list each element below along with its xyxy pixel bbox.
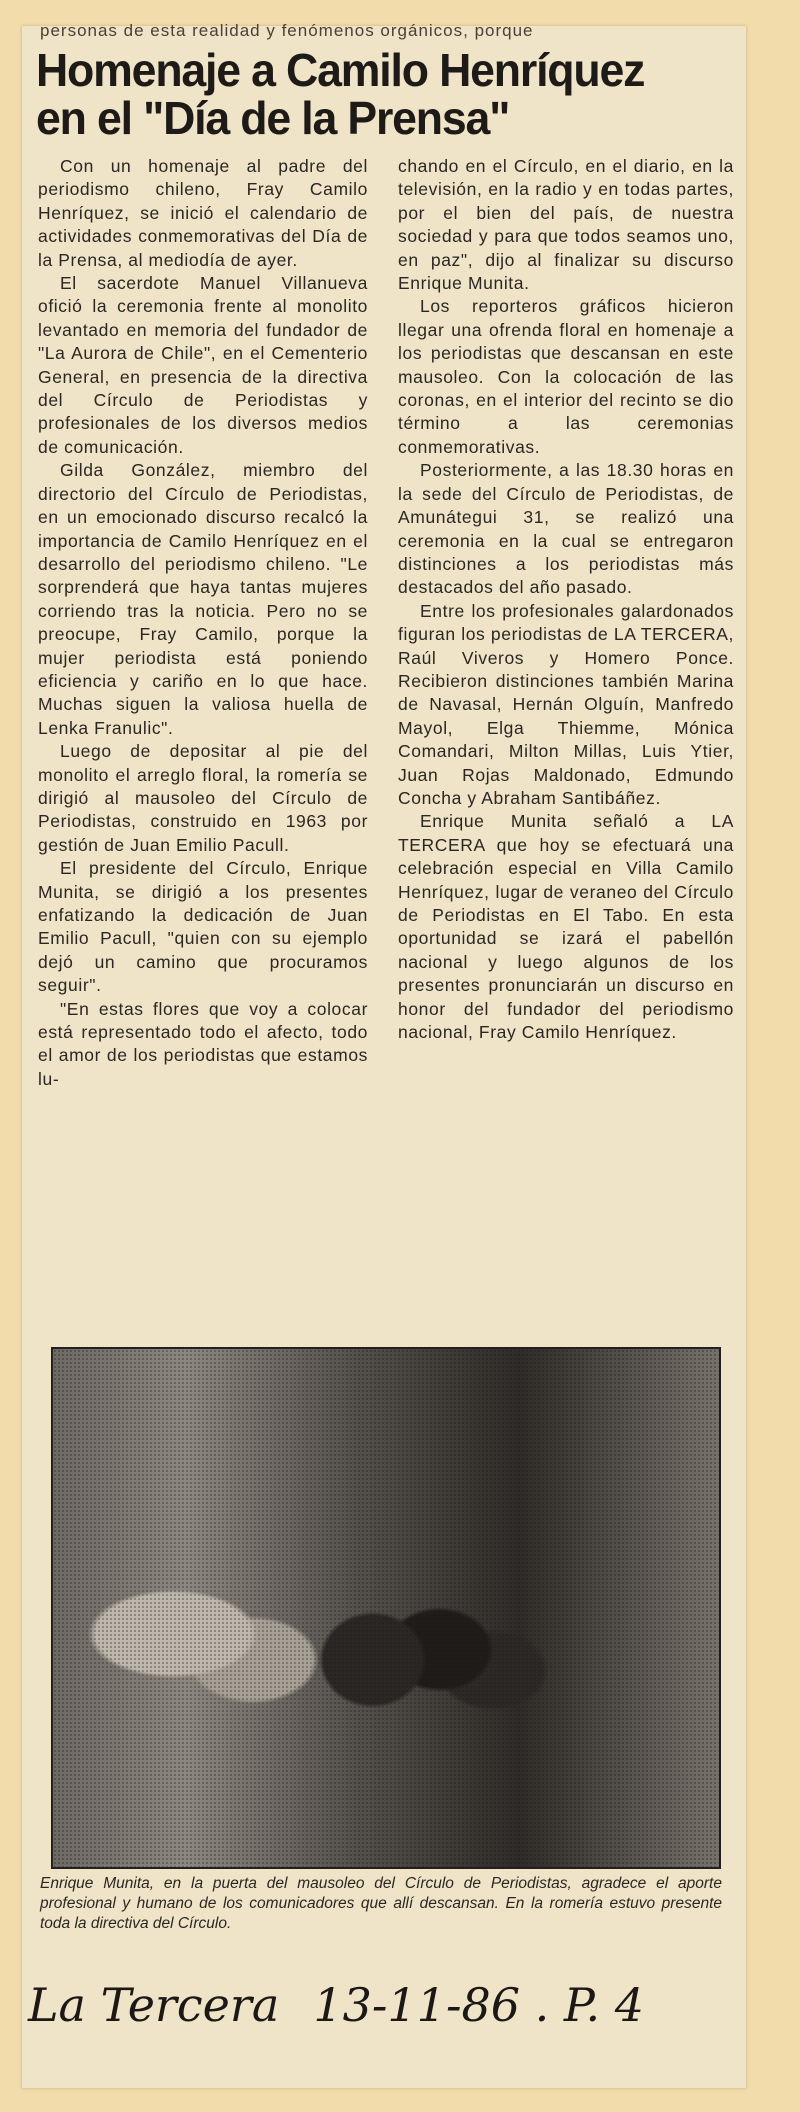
handwritten-annotation [28, 1975, 788, 2035]
cut-off-text-fragment: personas de esta realidad y fenómenos orgánicos, porque [40, 21, 534, 40]
paragraph: Luego de depositar al pie del monolito el arreglo floral, la romería se dirigió al mausoleo del Círculo de Periodistas, construido en 1963 por gestión de Juan Emilio Pacull. [38, 741, 368, 855]
paragraph: Con un homenaje al padre del periodismo chileno, Fray Camilo Henríquez, se inició el calendario de actividades conmemorativas del Día de la Prensa, al mediodía de ayer. [38, 156, 368, 270]
headline-line-1: Homenaje a Camilo Henríquez [36, 44, 645, 96]
photo-caption: Enrique Munita, en la puerta del mausoleo del Círculo de Periodistas, agradece el aporte profesional y humano de los comunicadores que allí descansan. En la romería estuvo presente toda la directiva del Círculo. [40, 1875, 722, 1932]
paragraph: El sacerdote Manuel Villanueva ofició la ceremonia frente al monolito levantado en memoria del fundador de "La Aurora de Chile", en el Cementerio General, en presencia de la directiva del Círculo de Periodistas y profesionales de los diversos medios de comunicación. [38, 273, 368, 457]
news-photo [51, 1347, 721, 1869]
paragraph: Entre los profesionales galardonados figuran los periodistas de LA TERCERA, Raúl Viveros y Homero Ponce. Recibieron distinciones también Marina de Navasal, Hernán Olguín, Manfredo Mayol, Elga Thiemme, Mónica Comandari, Milton Millas, Luis Ytier, Juan Rojas Maldonado, Edmundo Concha y Abraham Santibáñez. [398, 600, 734, 808]
paragraph: Posteriormente, a las 18.30 horas en la sede del Círculo de Periodistas, de Amunátegui 31, se realizó una ceremonia en la cual se entregaron distinciones a los periodistas más destacados del año pasado. [398, 460, 734, 598]
headline-line-2: en el "Día de la Prensa" [36, 92, 510, 144]
paragraph: Los reporteros gráficos hicieron llegar una ofrenda floral en homenaje a los periodistas que descansan en este mausoleo. Con la colocación de las coronas, en el interior del recinto se dio término a las ceremonias conmemorativas. [398, 296, 734, 457]
halftone-texture [53, 1349, 719, 1867]
paragraph: chando en el Círculo, en el diario, en la televisión, en la radio y en todas partes, por el bien del país, de nuestra sociedad y para que todos seamos uno, en paz", dijo al finalizar su discurso Enrique Munita. [398, 156, 734, 294]
paragraph: "En estas flores que voy a colocar está representado todo el afecto, todo el amor de los periodistas que estamos lu- [38, 998, 368, 1089]
paragraph: Gilda González, miembro del directorio del Círculo de Periodistas, en un emocionado discurso recalcó la importancia de Camilo Henríquez en el desarrollo del periodismo chileno. "Le sorprenderá que haya tantas mujeres corriendo tras la noticia. Pero no se preocupe, Fray Camilo, porque la mujer periodista está poniendo eficiencia y cariño en lo que hace. Muchas siguen la valiosa huella de Lenka Franulic". [38, 460, 368, 738]
paragraph: Enrique Munita señaló a LA TERCERA que hoy se efectuará una celebración especial en Villa Camilo Henríquez, lugar de veraneo del Círculo de Periodistas en El Tabo. En esta oportunidad se izará el pabellón nacional y luego algunos de los presentes pronunciarán un discurso en honor del fundador del periodismo nacional, Fray Camilo Henríquez. [398, 811, 734, 1043]
headline [36, 46, 715, 142]
handwritten-date-page: 13-11-86 . P. 4 [313, 1978, 645, 2032]
article-column-left [38, 155, 368, 1091]
paragraph: El presidente del Círculo, Enrique Munita, se dirigió a los presentes enfatizando la dedicación de Juan Emilio Pacull, "quien con su ejemplo dejó un camino que procuramos seguir". [38, 858, 368, 996]
handwritten-publication: La Tercera [28, 1978, 280, 2032]
article-column-right [398, 155, 734, 1044]
